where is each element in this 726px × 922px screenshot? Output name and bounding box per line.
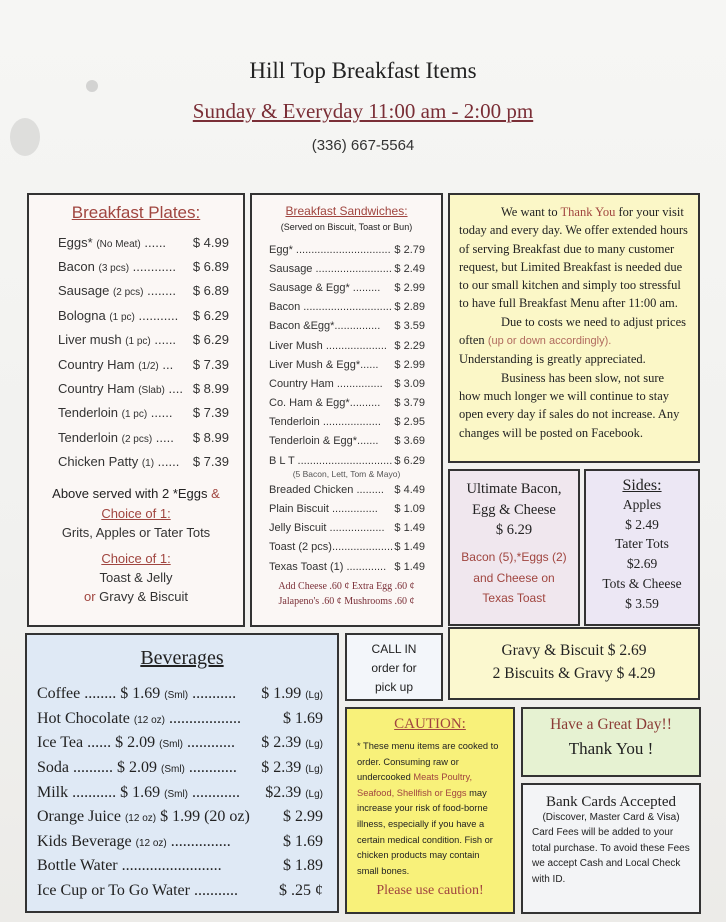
note-paragraph-3: Business has been slow, not sure how much longer we will continue to stay open every day if sales do not increase. Any changes will be posted on Facebook.: [459, 370, 680, 440]
beverage-price: $2.39 (Lg): [265, 783, 323, 801]
sandwich-name: Tenderloin & Egg*.......: [269, 435, 379, 448]
side-line: $ 3.59: [625, 595, 659, 611]
plate-price: $ 7.39: [192, 454, 229, 470]
beverage-size: (12 oz): [124, 813, 157, 825]
plate-row: [29, 279, 243, 303]
sandwich-price: $ 1.49: [394, 560, 425, 573]
sides-title: Sides:: [622, 477, 662, 494]
beverage-size: (12 oz): [133, 714, 165, 726]
sandwich-row: [252, 519, 441, 538]
plate-name: Chicken Patty (1) ......: [58, 454, 180, 470]
beverage-size: (Sml): [161, 764, 185, 776]
sandwich-row: [252, 336, 441, 355]
sandwich-name: Sausage .........................: [269, 262, 392, 275]
sandwich-row: [252, 374, 441, 393]
hours-heading: Sunday & Everyday 11:00 am - 2:00 pm: [192, 99, 534, 123]
note-paragraph-2: Due to costs we need to adjust prices often (up or down accordingly). Understanding is greatly appreciated.: [459, 314, 687, 367]
plate-price: $ 4.99: [192, 234, 229, 250]
cards-title: Bank Cards Accepted: [546, 794, 676, 810]
beverage-row: [27, 805, 337, 830]
sandwich-price: $ 2.89: [394, 301, 425, 314]
plate-name: Tenderloin (2 pcs) .....: [58, 429, 174, 445]
sandwiches-title: Breakfast Sandwiches:: [285, 204, 408, 218]
plate-row: [29, 230, 243, 254]
sandwich-name: Jelly Biscuit ..................: [269, 522, 385, 535]
plate-price: $ 7.39: [192, 405, 229, 421]
plate-price: $ 6.89: [192, 283, 229, 299]
great-day-panel: [521, 707, 701, 777]
cards-body: Card Fees will be added to your total purchase. To avoid these Fees we accept Cash and Local Check with ID.: [532, 827, 690, 885]
sandwich-row: [252, 259, 441, 278]
sandwich-price: $ 2.99: [394, 281, 425, 294]
choice-heading-2: Choice of 1:: [101, 550, 171, 566]
plates-served-note: Above served with 2 *Eggs &: [52, 485, 220, 501]
beverages-list: [27, 682, 337, 903]
cards-subtitle: (Discover, Master Card & Visa): [542, 812, 680, 823]
sandwich-name: Plain Biscuit ...............: [269, 503, 378, 516]
sides-panel: [584, 469, 700, 626]
gravy-biscuit-panel: [448, 627, 700, 700]
beverage-size-lg: (Lg): [305, 764, 323, 776]
side-line: Tater Tots: [615, 536, 669, 552]
sandwiches-subtitle: (Served on Biscuit, Toast or Bun): [280, 222, 413, 232]
gravy-item-1: Gravy & Biscuit $ 2.69: [501, 642, 647, 659]
beverages-title: Beverages: [140, 647, 224, 669]
plate-qty: (Slab): [138, 385, 165, 397]
beverage-name: Coffee ........ $ 1.69 (Sml) ...........: [37, 685, 237, 703]
choice-option-gravy: or Gravy & Biscuit: [83, 588, 189, 604]
ultimate-title-2: Egg & Cheese: [472, 502, 556, 518]
beverage-row: [27, 830, 337, 855]
plate-name: Sausage (2 pcs) ........: [58, 283, 177, 299]
page-title: Hill Top Breakfast Items: [249, 58, 477, 83]
beverage-price: $ 1.69: [283, 709, 323, 727]
sandwich-row: [252, 451, 441, 470]
beverage-name: Soda .......... $ 2.09 (Sml) ............: [37, 759, 237, 777]
sandwich-price: $ 2.49: [394, 262, 425, 275]
gravy-item-2: 2 Biscuits & Gravy $ 4.29: [492, 665, 656, 682]
ultimate-bacon-panel: [448, 469, 580, 626]
plate-price: $ 6.29: [192, 332, 229, 348]
caution-title: CAUTION:: [394, 716, 466, 732]
beverage-size: (Sml): [159, 739, 183, 751]
sandwich-price: $ 4.49: [394, 483, 425, 496]
plate-qty: (1): [141, 458, 155, 470]
sandwich-name: B L T ...............................: [269, 454, 393, 467]
choice-options-1: Grits, Apples or Tater Tots: [61, 524, 211, 540]
plate-row: [29, 328, 243, 352]
sandwich-price: $ 1.09: [394, 503, 425, 516]
plate-price: $ 8.99: [192, 381, 229, 397]
plate-row: [29, 376, 243, 400]
call-in-panel: CALL IN order for pick up: [345, 633, 443, 701]
sandwiches-list-2: [252, 480, 441, 576]
plate-name: Tenderloin (1 pc) ......: [58, 405, 173, 421]
sandwich-row: [252, 240, 441, 259]
sandwich-row: [252, 413, 441, 432]
sandwich-price: $ 2.29: [394, 339, 425, 352]
plate-qty: (2 pcs): [112, 287, 144, 299]
beverage-price: $ 1.89: [283, 857, 323, 875]
plate-row: [29, 303, 243, 327]
beverage-row: [27, 682, 337, 707]
caution-panel: [345, 707, 515, 914]
plate-row: [29, 450, 243, 474]
plate-name: Country Ham (Slab) ....: [58, 381, 183, 397]
plate-price: $ 8.99: [192, 429, 229, 445]
beverage-row: [27, 780, 337, 805]
plate-row: [29, 254, 243, 278]
plate-name: Bologna (1 pc) ...........: [58, 307, 179, 323]
sandwich-name: Breaded Chicken .........: [269, 483, 384, 496]
sandwich-name: Egg* ...............................: [269, 243, 391, 256]
beverage-row: [27, 756, 337, 781]
sandwich-price: $ 2.95: [394, 416, 425, 429]
sandwich-price: $ 2.79: [394, 243, 425, 256]
beverages-panel: [25, 633, 339, 913]
beverage-price: $ 1.99 (Lg): [261, 685, 323, 703]
great-day-text: Have a Great Day!!: [550, 716, 672, 733]
plates-list: [29, 230, 243, 474]
plate-price: $ 6.29: [192, 307, 229, 323]
sandwiches-list: [252, 240, 441, 470]
plate-name: Eggs* (No Meat) ......: [58, 234, 167, 250]
plate-row: [29, 401, 243, 425]
caution-body: * These menu items are cooked to order. Consuming raw or undercooked Meats Poultry, Seafood, Shellfish or Eggs may increase your risk of food-borne illness, especially if you have a certain medical condition. Fish or chicken products may contain small bones.: [357, 741, 499, 876]
beverage-size-lg: (Lg): [305, 690, 323, 702]
plate-qty: (1 pc): [109, 311, 135, 323]
sandwich-addons: Add Cheese .60 ¢ Extra Egg .60 ¢ Jalapeno's .60 ¢ Mushrooms .60 ¢: [278, 581, 415, 608]
beverage-name: Hot Chocolate (12 oz) ..................: [37, 709, 241, 727]
sides-list: [586, 495, 698, 613]
sandwich-price: $ 2.99: [394, 358, 425, 371]
breakfast-sandwiches-panel: [250, 193, 443, 627]
plate-qty: (1 pc): [121, 409, 148, 421]
caution-footer: Please use caution!: [376, 883, 484, 899]
beverage-row: [27, 879, 337, 904]
plate-qty: (No Meat): [96, 238, 141, 250]
beverage-price: $ 2.39 (Lg): [261, 759, 323, 777]
sandwich-price: $ 3.79: [394, 397, 425, 410]
beverage-size: (12 oz): [135, 837, 167, 849]
ultimate-description: Bacon (5),*Eggs (2) and Cheese on Texas Toast: [461, 550, 567, 605]
sandwich-row: [252, 317, 441, 336]
side-line: Tots & Cheese: [602, 575, 682, 591]
sandwich-name: Sausage & Egg* .........: [269, 281, 381, 294]
sandwich-price: $ 6.29: [394, 454, 425, 467]
beverage-size: (Sml): [164, 788, 189, 800]
sandwich-row: [252, 394, 441, 413]
sandwich-name: Toast (2 pcs)....................: [269, 541, 394, 554]
side-line: $2.69: [626, 556, 658, 572]
breakfast-plates-panel: [27, 193, 245, 627]
plate-name: Country Ham (1/2) ...: [58, 356, 174, 372]
sandwich-row: [252, 480, 441, 499]
plate-row: [29, 425, 243, 449]
sandwich-name: Liver Mush ....................: [269, 339, 387, 352]
beverage-size: (Sml): [164, 690, 189, 702]
plate-price: $ 7.39: [192, 356, 229, 372]
sandwich-row: [252, 499, 441, 518]
sandwich-row: [252, 298, 441, 317]
beverage-price: $ 2.39 (Lg): [261, 734, 323, 752]
plates-title: Breakfast Plates:: [71, 203, 201, 222]
ultimate-title-1: Ultimate Bacon,: [466, 481, 562, 497]
plate-qty: (1/2): [138, 360, 159, 372]
plate-name: Liver mush (1 pc) ......: [58, 332, 177, 348]
beverage-price: $ 1.69: [283, 832, 323, 850]
sandwich-price: $ 3.69: [394, 435, 425, 448]
beverage-size-lg: (Lg): [305, 739, 323, 751]
sandwich-name: Bacon .............................: [269, 301, 392, 314]
beverage-name: Orange Juice (12 oz) $ 1.99 (20 oz): [37, 808, 250, 826]
plate-row: [29, 352, 243, 376]
bank-cards-panel: [521, 783, 701, 914]
plate-name: Bacon (3 pcs) ............: [58, 259, 177, 275]
beverage-price: $ 2.99: [283, 808, 323, 826]
sandwich-price: $ 1.49: [394, 541, 425, 554]
thank-you-text: Thank You !: [568, 739, 654, 758]
beverage-name: Milk ........... $ 1.69 (Sml) ............: [37, 783, 241, 801]
plate-price: $ 6.89: [192, 259, 229, 275]
plate-qty: (3 pcs): [98, 263, 130, 275]
sandwich-row: [252, 538, 441, 557]
sandwich-row: [252, 355, 441, 374]
side-line: Apples: [622, 497, 662, 512]
sandwich-name: Country Ham ...............: [269, 377, 383, 390]
sandwich-row: [252, 557, 441, 576]
choice-option-toast: Toast & Jelly: [99, 569, 173, 585]
beverage-name: Ice Cup or To Go Water ...........: [37, 882, 238, 900]
sandwich-name: Co. Ham & Egg*..........: [269, 397, 381, 410]
sandwich-name: Liver Mush & Egg*......: [269, 358, 379, 371]
ultimate-price: $ 6.29: [495, 522, 533, 538]
note-paragraph-1: We want to Thank You for your visit today and every day. We offer extended hours of serving Breakfast due to many customer request, but Limited Breakfast is needed due to our small kitchen and simply too stressful to have full Breakfast Menu after 11:00 am.: [459, 205, 688, 311]
thank-you-note: [448, 193, 700, 463]
sandwich-name: Bacon &Egg*...............: [269, 320, 381, 333]
blt-note: (5 Bacon, Lett, Tom & Mayo): [292, 469, 401, 480]
sandwich-name: Texas Toast (1) .............: [269, 560, 387, 573]
sandwich-row: [252, 432, 441, 451]
beverage-row: [27, 731, 337, 756]
plate-qty: (1 pc): [125, 336, 151, 348]
plate-qty: (2 pcs): [121, 433, 153, 445]
beverage-name: Ice Tea ...... $ 2.09 (Sml) ............: [37, 734, 235, 752]
sandwich-name: Tenderloin ...................: [269, 416, 381, 429]
beverage-name: Kids Beverage (12 oz) ...............: [37, 832, 231, 850]
sandwich-price: $ 3.09: [394, 377, 425, 390]
phone-number: (336) 667-5564: [311, 137, 415, 154]
beverage-row: [27, 854, 337, 879]
beverage-price: $ .25 ¢: [279, 882, 323, 900]
side-line: $ 2.49: [625, 516, 659, 532]
beverage-row: [27, 707, 337, 732]
sandwich-price: $ 1.49: [394, 522, 425, 535]
sandwich-row: [252, 278, 441, 297]
choice-heading-1: Choice of 1:: [101, 505, 171, 521]
beverage-name: Bottle Water .........................: [37, 857, 222, 875]
sandwich-price: $ 3.59: [394, 320, 425, 333]
beverage-size-lg: (Lg): [305, 788, 323, 800]
